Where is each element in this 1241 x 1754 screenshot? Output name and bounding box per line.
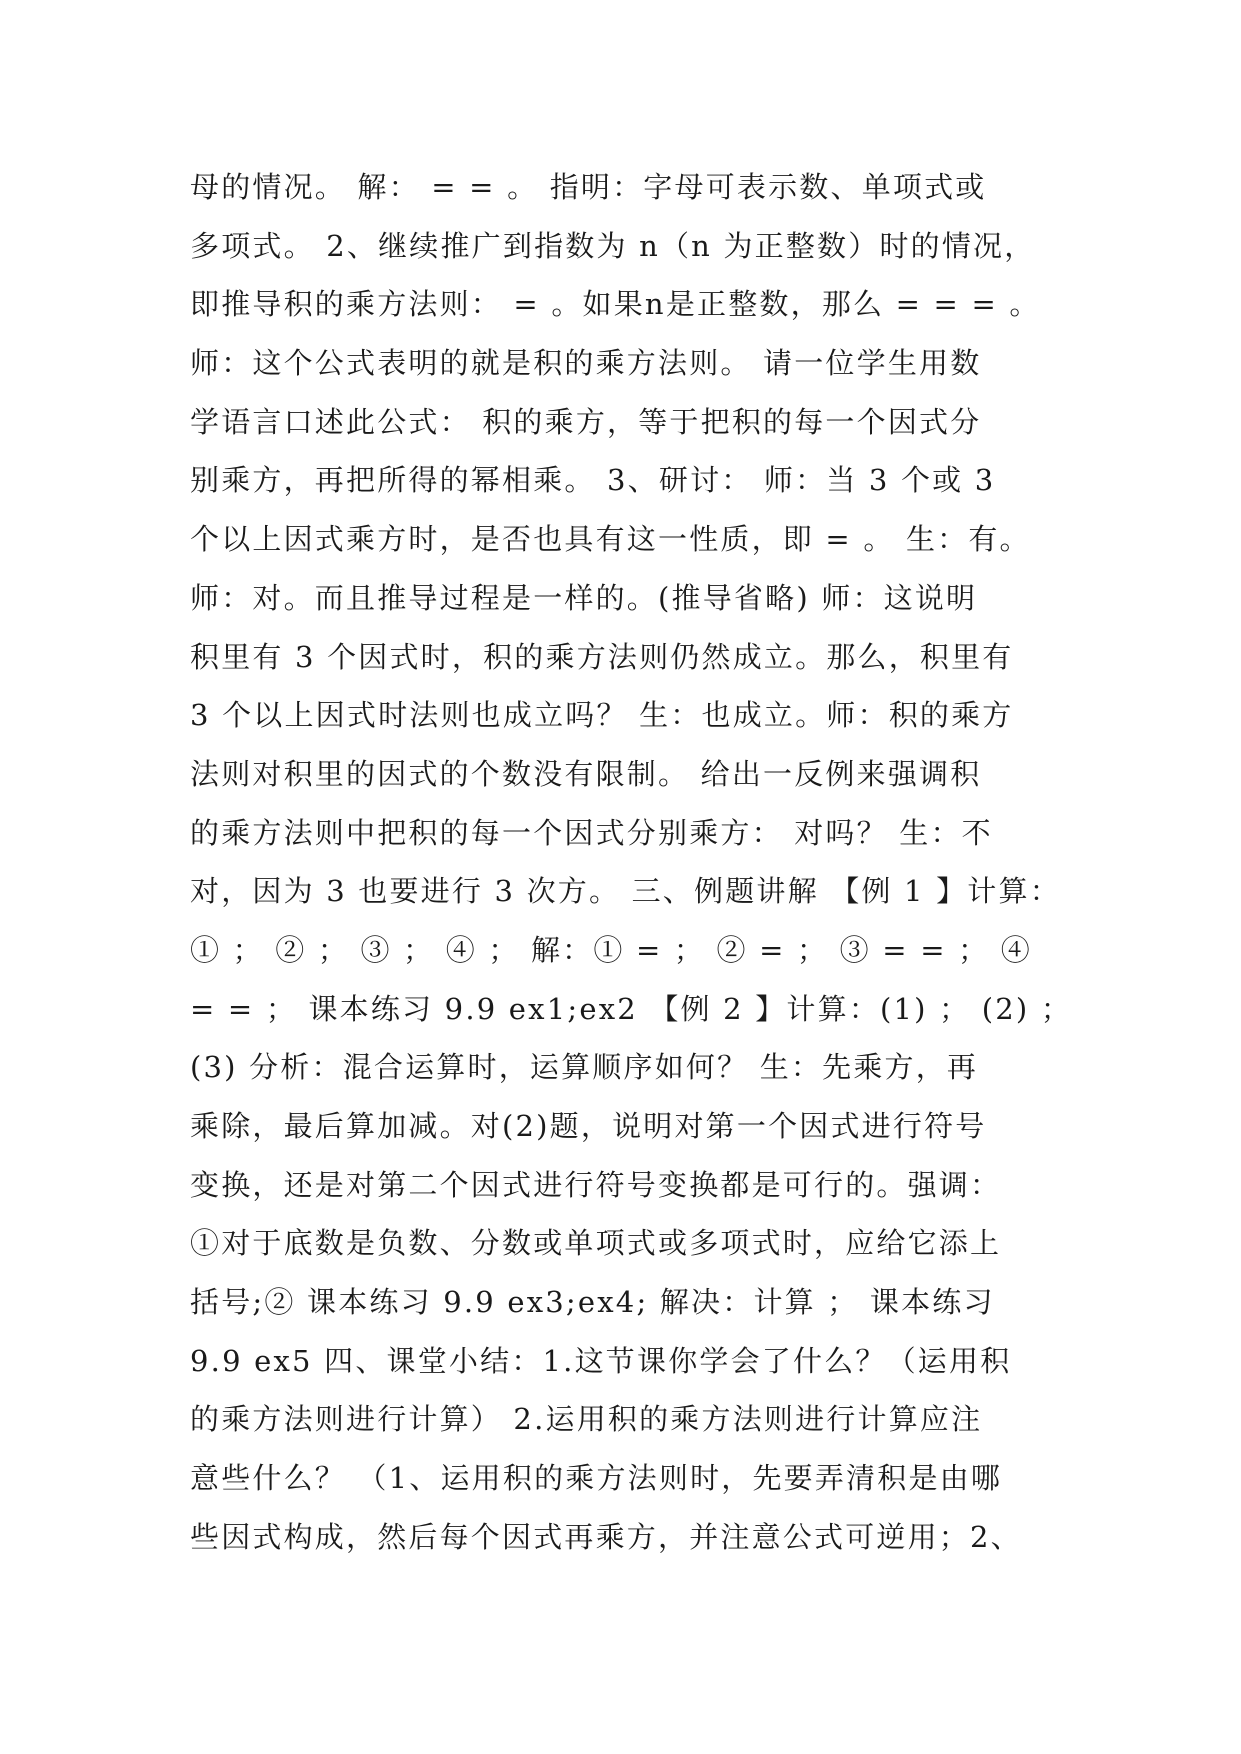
text-line: 3 个以上因式时法则也成立吗？ 生：也成立。师：积的乘方 bbox=[190, 698, 1014, 733]
text-line: 积里有 3 个因式时，积的乘方法则仍然成立。那么，积里有 bbox=[190, 639, 1014, 674]
text-line: (3) 分析：混合运算时，运算顺序如何？ 生：先乘方，再 bbox=[190, 1050, 979, 1085]
text-line: 括号;② 课本练习 9.9 ex3;ex4; 解决：计算 ； 课本练习 bbox=[190, 1285, 995, 1320]
text-line: ① ； ② ； ③ ； ④ ； 解：① = ； ② = ； ③ = = ； ④ bbox=[190, 932, 1032, 967]
text-line: 别乘方，再把所得的幂相乘。 3、研讨： 师：当 3 个或 3 bbox=[190, 463, 996, 498]
text-line: 9.9 ex5 四、课堂小结：1.这节课你学会了什么？（运用积 bbox=[190, 1343, 1012, 1378]
text-line: 师：这个公式表明的就是积的乘方法则。 请一位学生用数 bbox=[190, 346, 982, 381]
text-line: 个以上因式乘方时，是否也具有这一性质，即 = 。 生：有。 bbox=[190, 522, 1031, 557]
text-line: 对，因为 3 也要进行 3 次方。 三、例题讲解 【例 1 】计算： bbox=[190, 874, 1061, 909]
text-line: 即推导积的乘方法则： = 。如果n是正整数，那么 = = = 。 bbox=[190, 287, 1041, 322]
text-line: 乘除，最后算加减。对(2)题，说明对第一个因式进行符号 bbox=[190, 1109, 987, 1143]
text-line: 些因式构成，然后每个因式再乘方，并注意公式可逆用；2、 bbox=[190, 1519, 1022, 1554]
text-line: 变换，还是对第二个因式进行符号变换都是可行的。强调： bbox=[190, 1167, 1002, 1202]
text-line: 学语言口述此公式： 积的乘方，等于把积的每一个因式分 bbox=[190, 404, 982, 439]
text-line: 意些什么？ （1、运用积的乘方法则时，先要弄清积是由哪 bbox=[190, 1461, 1003, 1496]
text-line: 的乘方法则进行计算） 2.运用积的乘方法则进行计算应注 bbox=[190, 1402, 983, 1437]
document-body bbox=[190, 158, 1090, 1567]
text-line: = = ； 课本练习 9.9 ex1;ex2 【例 2 】计算：(1) ； (2) ； bbox=[190, 991, 1073, 1026]
text-line: 多项式。 2、继续推广到指数为 n（n 为正整数）时的情况， bbox=[190, 228, 1036, 263]
text-line: 师：对。而且推导过程是一样的。(推导省略) 师：这说明 bbox=[190, 580, 978, 615]
text-line: 的乘方法则中把积的每一个因式分别乘方： 对吗？ 生：不 bbox=[190, 815, 993, 850]
text-line: 母的情况。 解： = = 。 指明：字母可表示数、单项式或 bbox=[190, 170, 987, 204]
text-line: ①对于底数是负数、分数或单项式或多项式时，应给它添上 bbox=[190, 1226, 1002, 1261]
text-line: 法则对积里的因式的个数没有限制。 给出一反例来强调积 bbox=[190, 756, 982, 791]
